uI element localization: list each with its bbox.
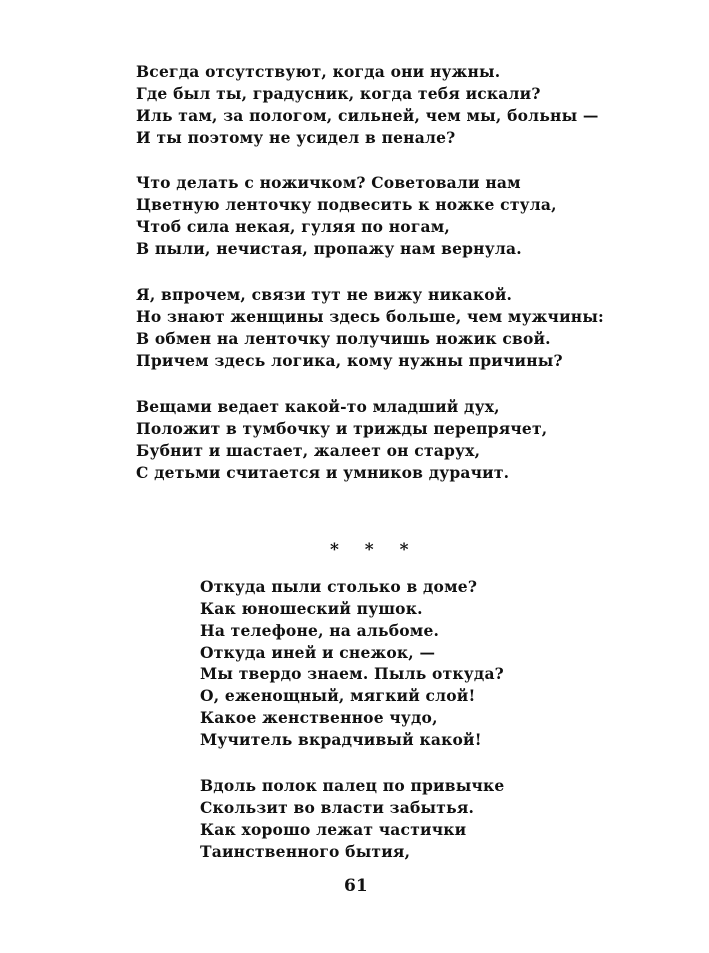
poem-line: Как хорошо лежат частички [200,820,467,839]
poem-line: О, еженощный, мягкий слой! [200,686,476,705]
poem-line: Какое женственное чудо, [200,708,438,727]
section-separator: * * * [330,540,419,560]
poem-line: В обмен на ленточку получишь ножик свой. [136,329,551,348]
page-number: 61 [344,876,368,896]
poem-line: Всегда отсутствуют, когда они нужны. [136,62,501,81]
poem-line: Что делать с ножичком? Советовали нам [136,173,521,192]
poem-line: Причем здесь логика, кому нужны причины? [136,351,563,370]
poem-line: Но знают женщины здесь больше, чем мужчины: [136,307,604,326]
poem-line: В пыли, нечистая, пропажу нам вернула. [136,239,522,258]
poem-line: Как юношеский пушок. [200,599,423,618]
poem-line: Скользит во власти забытья. [200,798,475,817]
poem-line: Вещами ведает какой-то младший дух, [136,397,500,416]
poem-line: Цветную ленточку подвесить к ножке стула, [136,195,557,214]
poem-line: И ты поэтому не усидел в пенале? [136,128,456,147]
poem-line: Вдоль полок палец по привычке [200,776,505,795]
poem-line: На телефоне, на альбоме. [200,621,440,640]
poem-line: Я, впрочем, связи тут не вижу никакой. [136,285,513,304]
poem-line: Иль там, за пологом, сильней, чем мы, больны — [136,106,599,125]
poem-line: Мучитель вкрадчивый какой! [200,730,482,749]
poem-line: Мы твердо знаем. Пыль откуда? [200,664,504,683]
poem-line: Таинственного бытия, [200,842,411,861]
poem-line: С детьми считается и умников дурачит. [136,463,510,482]
poem-line: Где был ты, градусник, когда тебя искали? [136,84,541,103]
poem-line: Чтоб сила некая, гуляя по ногам, [136,217,451,236]
poem-line: Откуда пыли столько в доме? [200,577,478,596]
poem-line: Откуда иней и снежок, — [200,643,436,662]
poem-line: Положит в тумбочку и трижды перепрячет, [136,419,548,438]
poem-line: Бубнит и шастает, жалеет он старух, [136,441,481,460]
